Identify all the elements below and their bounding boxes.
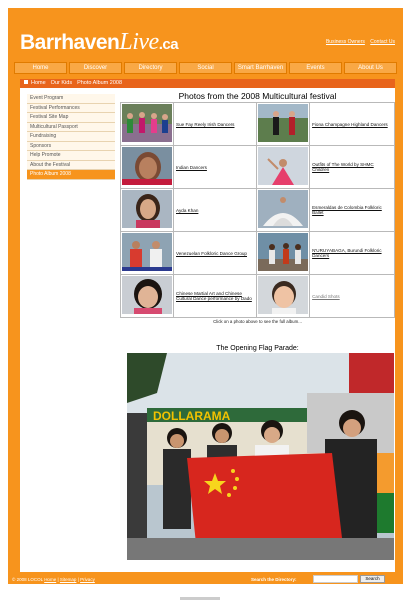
top-links [322,39,395,45]
sidebar-item-performances[interactable]: Festival Performances [27,104,115,114]
photo-row [121,146,395,189]
svg-text:DOLLARAMA: DOLLARAMA [153,409,231,423]
ayda-khan-photo [122,190,172,228]
photo-thumb[interactable] [121,232,174,275]
irish-dancers-photo [122,104,172,142]
copyright-text: © 2008 LOCOL [12,577,43,582]
sidebar-item-passport[interactable]: Multicultural Passport [27,123,115,133]
burundi-dancers-photo [258,233,308,271]
photo-caption[interactable]: Candid Shots [310,275,395,318]
photo-row [121,189,395,232]
outfits-photo [258,147,308,185]
sidebar-item-event-program[interactable]: Event Program [27,94,115,104]
main-panel [120,90,395,352]
photo-thumb[interactable] [257,103,310,146]
sidebar-item-help-promote[interactable]: Help Promote [27,151,115,161]
logo-tld: .ca [158,36,179,53]
nav-directory[interactable]: Directory [124,62,177,74]
album-note: Click on a photo above to see the full album... [213,319,302,324]
search-articles-link[interactable]: Click here to search the articles [283,586,346,591]
photo-caption[interactable]: Outfits of The World by SHMC Children [310,146,395,189]
footer-home-link[interactable]: Home [44,577,57,582]
sidebar [27,94,115,180]
photo-row [121,275,395,318]
photo-thumb[interactable] [257,232,310,275]
logo-live: Live [119,29,159,55]
chinese-martial-art-photo [122,276,172,314]
bullet-icon [24,80,28,84]
logo-main: Barrhaven [20,31,120,54]
search-input[interactable] [313,575,358,583]
sidebar-item-photo-album[interactable]: Photo Album 2008 [27,170,115,180]
nav-social[interactable]: Social [179,62,232,74]
bottom-divider [180,597,220,600]
nav-smart-barrhaven[interactable]: Smart Barrhaven [234,62,287,74]
sidebar-item-site-map[interactable]: Festival Site Map [27,113,115,123]
sidebar-item-about[interactable]: About the Festival [27,161,115,171]
footer-copyright: © 2008 LOCOL Home | Sitemap | Privacy [12,577,95,582]
photo-caption[interactable]: Sue Fay Reely Irish Dancers [174,103,257,146]
contact-us-link[interactable]: Contact Us [370,39,395,45]
nav-home[interactable]: Home [14,62,67,74]
breadcrumb-home[interactable]: Home [31,80,46,86]
photo-thumb[interactable] [257,275,310,318]
venezuelan-dance-photo [122,233,172,271]
colombia-ballet-photo [258,190,308,228]
breadcrumb-our-kids[interactable]: Our Kids [50,80,73,86]
flag-parade-photo [127,353,394,560]
indian-dancers-photo [122,147,172,185]
photo-thumb[interactable] [121,103,174,146]
nav-events[interactable]: Events [289,62,342,74]
nav-discover[interactable]: Discover [69,62,122,74]
page-frame [8,8,403,591]
header [8,8,403,56]
footer-privacy-link[interactable]: Privacy [80,577,95,582]
candid-shots-photo [258,276,308,314]
business-owners-link[interactable]: Business Owners [325,39,365,45]
photo-row [121,232,395,275]
search-label: Search the Directory: [251,577,297,582]
main-nav [13,62,398,74]
nav-about-us[interactable]: About Us [344,62,397,74]
sidebar-item-sponsors[interactable]: Sponsors [27,142,115,152]
flag-parade-title: The Opening Flag Parade: [216,345,299,352]
site-logo[interactable] [20,29,178,56]
photo-thumb[interactable] [257,146,310,189]
breadcrumb-current: Photo Album 2008 [77,80,123,86]
photo-row [121,103,395,146]
photo-caption[interactable]: Esmeraldas de Colombia Folkloric Ballet [310,189,395,232]
photo-caption[interactable]: Chinese Martial Art and Chinese Cultural Dance performance by Dado [174,275,257,318]
footer-sitemap-link[interactable]: Sitemap [59,577,77,582]
photo-thumb[interactable] [121,189,174,232]
sidebar-item-fundraising[interactable]: Fundraising [27,132,115,142]
photo-caption[interactable]: Indian Dancers [174,146,257,189]
photo-thumb[interactable] [257,189,310,232]
photo-caption[interactable]: N'URUYABAGA, Burundi Folkloric Dancers [310,232,395,275]
breadcrumb [20,79,395,88]
footer [8,574,403,594]
page-title: Photos from the 2008 Multicultural festival [178,91,337,101]
content-area [20,88,395,572]
photo-thumb[interactable] [121,146,174,189]
photo-caption[interactable]: Venezuelan Folkloric Dance Group [174,232,257,275]
photo-caption[interactable]: Ayda Khan [174,189,257,232]
search-button[interactable]: Search [360,575,385,583]
photo-grid [120,102,395,318]
photo-caption[interactable]: Fiona Champagne Highland Dancers [310,103,395,146]
photo-thumb[interactable] [121,275,174,318]
highland-dancers-photo [258,104,308,142]
